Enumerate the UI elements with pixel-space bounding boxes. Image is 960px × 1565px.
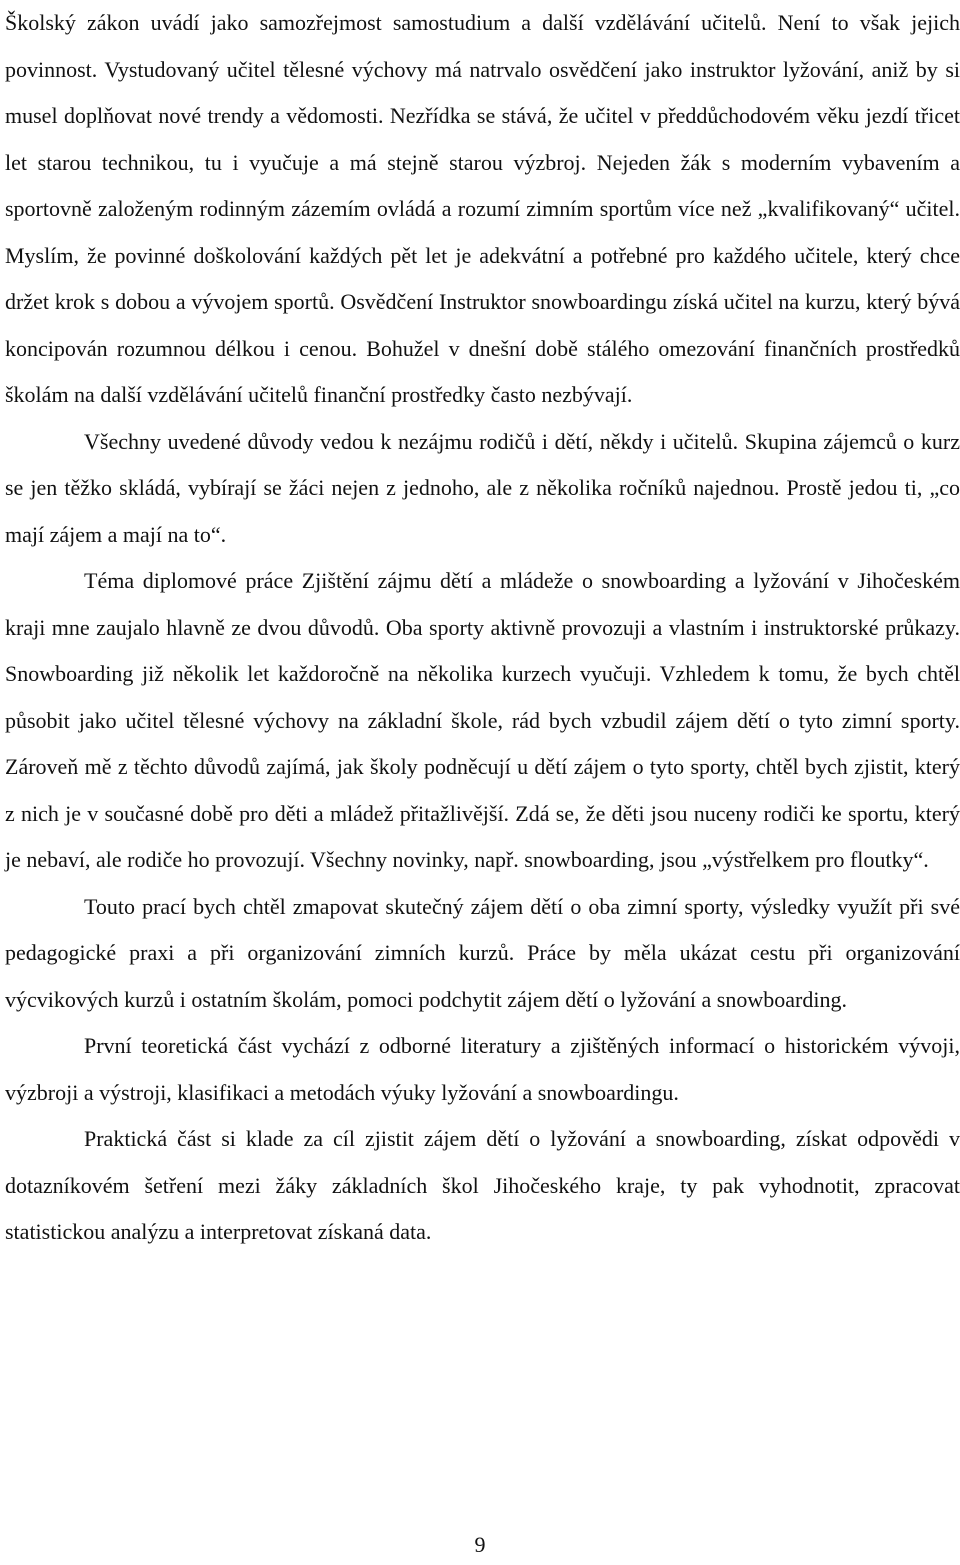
paragraph-3: Téma diplomové práce Zjištění zájmu dětí a mládeže o snowboarding a lyžování v Jihočeském kraji mne zaujalo hlavně ze dvou důvodů. Oba sporty aktivně provozuji a vlastním i instruktorské průkazy. Snowboarding již několik let každoročně na několika kurzech vyučuji. Vzhledem k tomu, že bych chtěl působit jako učitel tělesné výchovy na základní škole, rád bych vzbudil zájem dětí o tyto zimní sporty. Zároveň mě z těchto důvodů zajímá, jak školy podněcují u dětí zájem o tyto sporty, chtěl bych zjistit, který z nich je v současné době pro děti a mládež přitažlivější. Zdá se, že děti jsou nuceny rodiči ke sportu, který je nebaví, ale rodiče ho provozují. Všechny novinky, např. snowboarding, jsou „výstřelkem pro floutky“. bbox=[5, 568, 960, 872]
paragraph-6: Praktická část si klade za cíl zjistit zájem dětí o lyžování a snowboarding, získat odpovědi v dotazníkovém šetření mezi žáky základních škol Jihočeského kraje, ty pak vyhodnotit, zpracovat statistickou analýzu a interpretovat získaná data. bbox=[5, 1126, 960, 1244]
document-body bbox=[5, 0, 960, 1256]
paragraph-1: Školský zákon uvádí jako samozřejmost samostudium a další vzdělávání učitelů. Není to však jejich povinnost. Vystudovaný učitel tělesné výchovy má natrvalo osvědčení jako instruktor lyžování, aniž by si musel doplňovat nové trendy a vědomosti. Nezřídka se stává, že učitel v předdůchodovém věku jezdí třicet let starou technikou, tu i vyučuje a má stejně starou výzbroj. Nejeden žák s moderním vybavením a sportovně založeným rodinným zázemím ovládá a rozumí zimním sportům více než „kvalifikovaný“ učitel. Myslím, že povinné doškolování každých pět let je adekvátní a potřebné pro každého učitele, který chce držet krok s dobou a vývojem sportů. Osvědčení Instruktor snowboardingu získá učitel na kurzu, který bývá koncipován rozumnou délkou i cenou. Bohužel v dnešní době stálého omezování finančních prostředků školám na další vzdělávání učitelů finanční prostředky často nezbývají. bbox=[5, 10, 960, 407]
paragraph-2: Všechny uvedené důvody vedou k nezájmu rodičů i dětí, někdy i učitelů. Skupina zájemců o kurz se jen těžko skládá, vybírají se žáci nejen z jednoho, ale z několika ročníků najednou. Prostě jedou ti, „co mají zájem a mají na to“. bbox=[5, 428, 960, 547]
paragraph-5: První teoretická část vychází z odborné literatury a zjištěných informací o historickém vývoji, výzbroji a výstroji, klasifikaci a metodách výuky lyžování a snowboardingu. bbox=[5, 1033, 960, 1105]
paragraph-4: Touto prací bych chtěl zmapovat skutečný zájem dětí o oba zimní sporty, výsledky využít při své pedagogické praxi a při organizování zimních kurzů. Práce by měla ukázat cestu při organizování výcvikových kurzů i ostatním školám, pomoci podchytit zájem dětí o lyžování a snowboarding. bbox=[5, 893, 960, 1012]
page-number: 9 bbox=[474, 1532, 486, 1557]
